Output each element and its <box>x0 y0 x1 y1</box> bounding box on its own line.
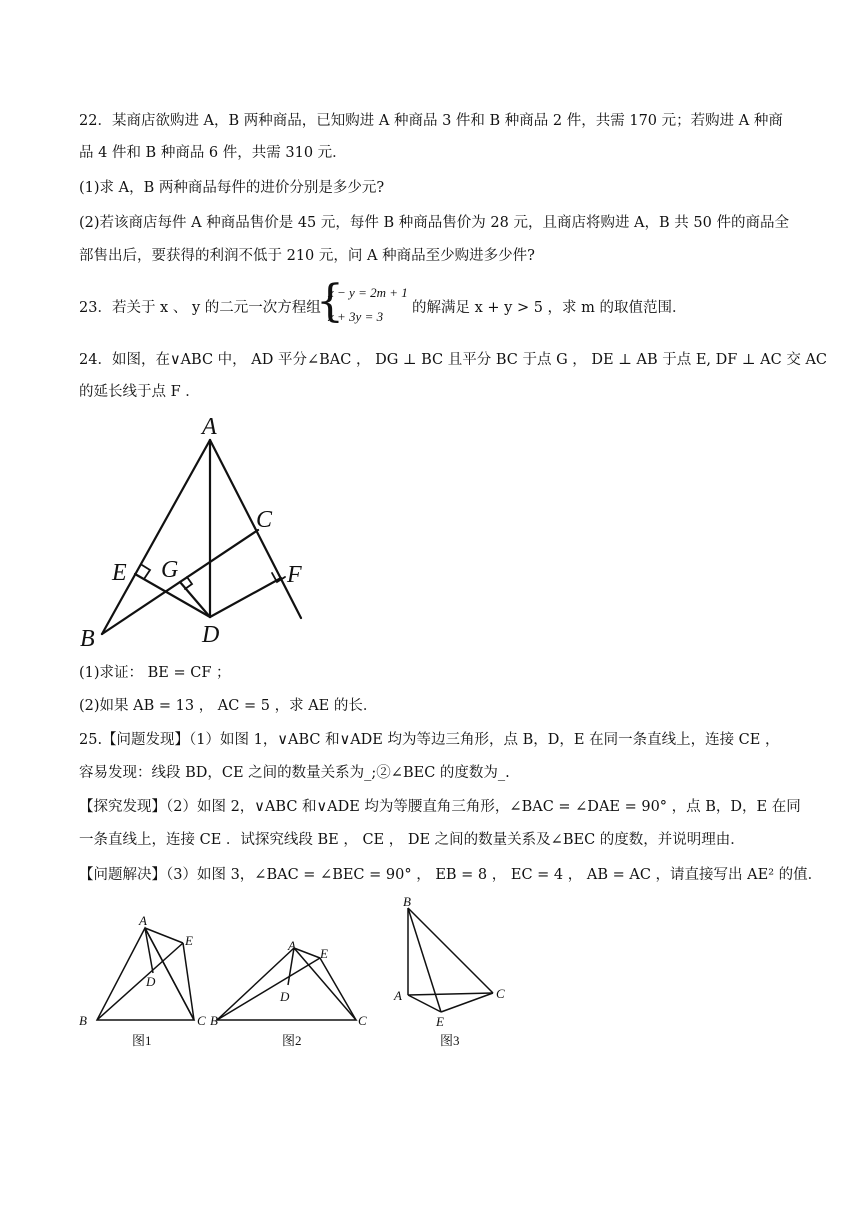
q22-part2-line1: (2)若该商店每件 A 种商品售价是 45 元，每件 B 种商品售价为 28 元，且商店将购进 A，B 共 50 件的商品全 <box>79 215 789 231</box>
q24-figure <box>75 412 315 652</box>
equation-1: x − y = 2m + 1 <box>328 285 408 300</box>
q24-line2: 的延长线于点 F ． <box>79 384 200 400</box>
fig3-label-C: C <box>496 986 505 1001</box>
q25-line5: 【问题解决】（3）如图 3，∠BAC = ∠BEC = 90° ， EB = 8 ， EC = 4 ， AB = AC ，请直接写出 AE² 的值． <box>79 867 823 883</box>
q25-figure-3 <box>393 890 518 1055</box>
fig2-label-A: A <box>288 938 296 953</box>
fig1-caption: 图1 <box>132 1033 152 1048</box>
fig2-label-D: D <box>280 989 290 1004</box>
fig1-label-E: E <box>185 933 193 948</box>
line-AB <box>102 440 210 634</box>
q25-line3: 【探究发现】（2）如图 2，∨ABC 和∨ADE 均为等腰直角三角形，∠BAC = ∠DAE = 90° ，点 B，D，E 在同 <box>79 799 801 815</box>
label-F: F <box>287 562 302 588</box>
q22-part1: (1)求 A，B 两种商品每件的进价分别是多少元? <box>79 180 385 196</box>
line-GD <box>180 582 210 617</box>
fig2-label-C: C <box>358 1013 367 1028</box>
fig2-label-E: E <box>320 946 328 961</box>
label-B: B <box>80 626 95 652</box>
fig1-label-D: D <box>146 974 156 989</box>
label-G: G <box>161 557 179 583</box>
label-E: E <box>112 560 127 586</box>
q24-part2: (2)如果 AB = 13 ， AC = 5 ，求 AE 的长． <box>79 698 378 714</box>
q22-part2-line2: 部售出后，要获得的利润不低于 210 元，问 A 种商品至少购进多少件? <box>79 248 535 264</box>
q25-line1: 25.【问题发现】（1）如图 1，∨ABC 和∨ADE 均为等边三角形，点 B，D，E 在同一条直线上，连接 CE ， <box>79 732 780 748</box>
right-angle-E <box>142 565 150 579</box>
q25-figure-1 <box>75 908 215 1053</box>
fig3-label-E: E <box>436 1014 444 1029</box>
fig3-label-A: A <box>394 988 402 1003</box>
q24-line1: 24．如图，在∨ABC 中， AD 平分∠BAC ， DG ⊥ BC 且平分 BC 于点 G ， DE ⊥ AB 于点 E, DF ⊥ AC 交 AC <box>79 352 828 368</box>
fig2-label-B: B <box>210 1013 218 1028</box>
fig1-label-B: B <box>79 1013 87 1028</box>
q25-figure-2 <box>212 930 382 1053</box>
q24-part1: (1)求证： BE = CF ； <box>79 665 231 681</box>
q25-line4: 一条直线上，连接 CE ．试探究线段 BE ， CE ， DE 之间的数量关系及∠BEC 的度数，并说明理由． <box>79 832 745 848</box>
equation-system <box>316 276 416 332</box>
label-A: A <box>202 414 217 440</box>
q25-line2: 容易发现：线段 BD，CE 之间的数量关系为_;②∠BEC 的度数为_. <box>79 765 510 781</box>
equation-2: x + 3y = 3 <box>328 309 384 324</box>
system-brace: { <box>316 276 344 327</box>
fig1-label-A: A <box>139 913 147 928</box>
fig3-caption: 图3 <box>440 1033 460 1048</box>
q23-prefix: 23．若关于 x 、 y 的二元一次方程组 <box>79 300 321 316</box>
label-C: C <box>256 507 273 533</box>
label-D: D <box>202 622 220 648</box>
fig1-label-C: C <box>197 1013 206 1028</box>
fig3-label-B: B <box>403 894 411 909</box>
q22-line1: 22．某商店欲购进 A，B 两种商品，已知购进 A 种商品 3 件和 B 种商品 2 件，共需 170 元；若购进 A 种商 <box>79 113 783 129</box>
q23-suffix: 的解满足 x + y > 5 ，求 m 的取值范围． <box>412 300 687 316</box>
line-DF <box>210 578 281 617</box>
q22-line2: 品 4 件和 B 种商品 6 件，共需 310 元． <box>79 145 347 161</box>
fig2-caption: 图2 <box>282 1033 302 1048</box>
